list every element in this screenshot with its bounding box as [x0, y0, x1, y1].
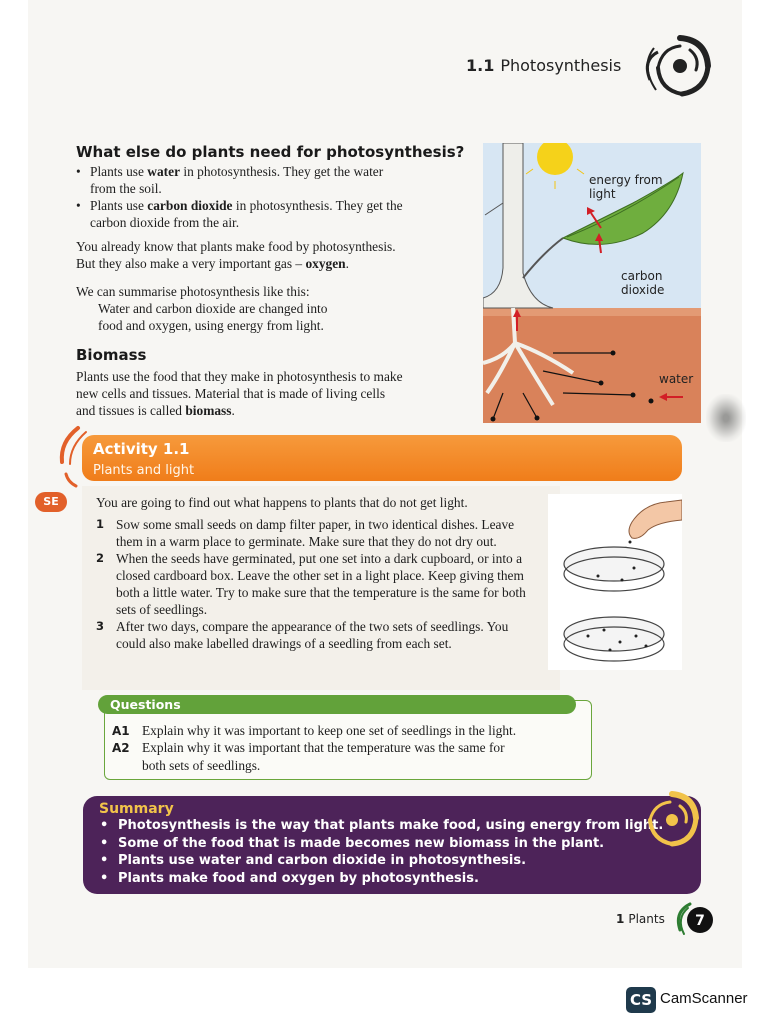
- biomass-paragraph: Plants use the food that they make in photosynthesis to make new cells and tissues. Material that is made of living cells and tissues is called biomass.: [76, 369, 403, 418]
- list-item: • Plants use carbon dioxide in photosynthesis. They get the carbon dioxide from the air.: [76, 197, 476, 231]
- list-item: • Plants use water in photosynthesis. They get the water from the soil.: [76, 163, 476, 197]
- activity-step: 1 Sow some small seeds on damp filter paper, in two identical dishes. Leave them in a warm place to germinate. Make sure that they do not dry out.: [96, 517, 515, 549]
- summary-list: [100, 817, 663, 887]
- paragraph-oxygen: You already know that plants make food by photosynthesis. But they also make a very important gas – oxygen.: [76, 239, 396, 271]
- label-carbon-dioxide: carbon dioxide: [621, 269, 665, 297]
- swirl-icon: [636, 30, 716, 100]
- activity-title: Activity 1.1: [93, 440, 190, 458]
- summary-item: • Photosynthesis is the way that plants make food, using energy from light.: [100, 817, 663, 835]
- swirl-icon: [642, 788, 702, 850]
- section-title: Photosynthesis: [500, 56, 622, 75]
- photosynthesis-diagram: [483, 143, 701, 423]
- requirements-list: [76, 163, 476, 231]
- paragraph-summary-equation: We can summarise photosynthesis like this: Water and carbon dioxide are changed into food and oxygen, using energy from light.: [76, 284, 328, 333]
- label-water: water: [659, 372, 694, 386]
- section-heading: What else do plants need for photosynthesis?: [76, 143, 465, 161]
- scan-smudge: [706, 394, 746, 442]
- page-number: 7: [695, 913, 705, 929]
- summary-title: Summary: [99, 801, 174, 817]
- footer-chapter: 1 Plants: [616, 912, 665, 926]
- page-number-badge: [674, 900, 718, 940]
- label-energy-from-light: energy from light: [589, 173, 663, 201]
- page-header-title: [466, 56, 621, 75]
- summary-item: • Plants use water and carbon dioxide in photosynthesis.: [100, 852, 663, 870]
- activity-step: 2 When the seeds have germinated, put one set into a dark cupboard, or into a closed cardboard box. Leave the other set in a light place. Keep giving them both a little water. Try to make sure that the temperature is the same for both sets of seedlings.: [96, 551, 526, 617]
- summary-item: • Some of the food that is made becomes new biomass in the plant.: [100, 835, 663, 853]
- question-item: A2 Explain why it was important that the temperature was the same for both sets of seedlings.: [112, 740, 505, 773]
- se-badge: SE: [35, 492, 67, 512]
- seed-dishes-illustration: [548, 494, 682, 670]
- activity-intro: You are going to find out what happens to plants that do not get light.: [96, 495, 468, 510]
- activity-step: 3 After two days, compare the appearance of the two sets of seedlings. You could also make labelled drawings of a seedling from each set.: [96, 619, 509, 651]
- question-item: A1 Explain why it was important to keep one set of seedlings in the light.: [112, 723, 517, 738]
- biomass-heading: Biomass: [76, 346, 147, 364]
- section-number: 1.1: [466, 56, 495, 75]
- questions-title: Questions: [110, 697, 181, 712]
- activity-steps: [96, 516, 541, 652]
- camscanner-name: CamScanner: [660, 990, 748, 1007]
- activity-subtitle: Plants and light: [93, 463, 195, 478]
- summary-item: • Plants make food and oxygen by photosynthesis.: [100, 870, 663, 888]
- camscanner-logo: CS: [626, 987, 656, 1013]
